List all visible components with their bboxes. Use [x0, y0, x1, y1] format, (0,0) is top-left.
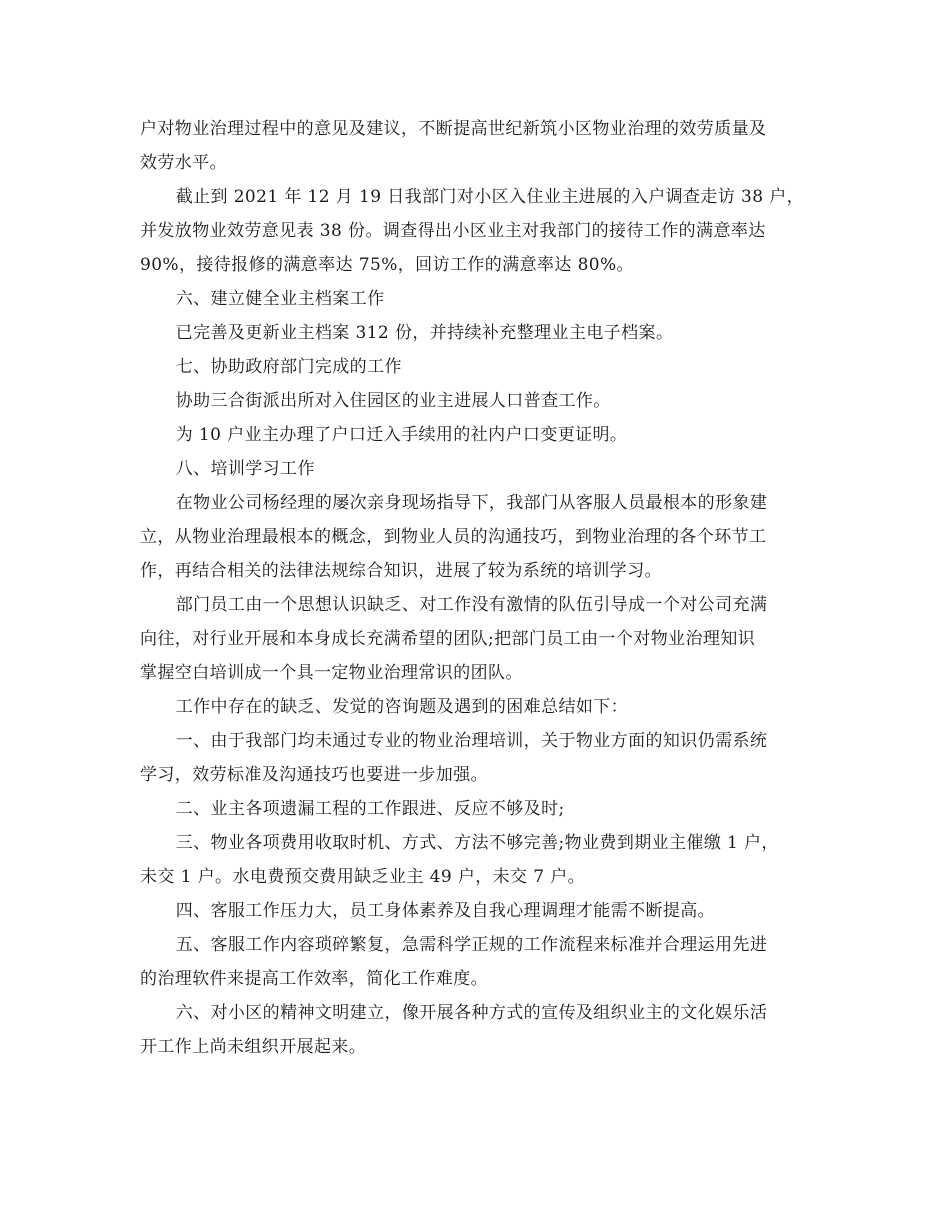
paragraph	[140, 316, 820, 350]
text-line: 七、协助政府部门完成的工作	[175, 357, 402, 377]
text-line: 已完善及更新业主档案 312 份，并持续补充整理业主电子档案。	[175, 323, 674, 343]
paragraph	[140, 724, 820, 792]
text-line: 掌握空白培训成一个具一定物业治理常识的团队。	[140, 663, 523, 683]
text-line: 三、物业各项费用收取时机、方式、方法不够完善;物业费到期业主催缴 1 户，	[175, 833, 779, 853]
text-line: 的治理软件来提高工作效率，简化工作难度。	[140, 969, 488, 989]
text-line: 六、建立健全业主档案工作	[175, 289, 385, 309]
text-line: 向往，对行业开展和本身成长充满希望的团队;把部门员工由一个对物业治理知识	[140, 629, 756, 649]
text-line: 截止到 2021 年 12 月 19 日我部门对小区入住业主进展的入户调查走访 38 户，	[175, 187, 805, 207]
text-line: 二、业主各项遗漏工程的工作跟进、反应不够及时;	[175, 799, 565, 819]
paragraph	[140, 826, 820, 894]
paragraph	[140, 180, 820, 282]
paragraph	[140, 996, 820, 1064]
text-line: 四、客服工作压力大，员工身体素养及自我心理调理才能需不断提高。	[175, 901, 716, 921]
text-line: 学习，效劳标准及沟通技巧也要进一步加强。	[140, 765, 488, 785]
paragraph	[140, 894, 820, 928]
text-line: 协助三合街派出所对入住园区的业主进展人口普查工作。	[175, 391, 611, 411]
paragraph	[140, 690, 820, 724]
paragraph	[140, 350, 820, 384]
text-line: 立，从物业治理最根本的概念，到物业人员的沟通技巧，到物业治理的各个环节工	[140, 527, 767, 547]
paragraph	[140, 282, 820, 316]
text-line: 90%，接待报修的满意率达 75%，回访工作的满意率达 80%。	[140, 255, 634, 275]
paragraph	[140, 486, 820, 588]
paragraph	[140, 384, 820, 418]
text-line: 工作中存在的缺乏、发觉的咨询题及遇到的困难总结如下：	[175, 697, 629, 717]
text-line: 为 10 户业主办理了户口迁入手续用的社内户口变更证明。	[175, 425, 628, 445]
document-body	[140, 112, 820, 1064]
paragraph	[140, 588, 820, 690]
text-line: 效劳水平。	[140, 153, 227, 173]
text-line: 未交 1 户。水电费预交费用缺乏业主 49 户，未交 7 户。	[140, 867, 586, 887]
text-line: 作，再结合相关的法律法规综合知识，进展了较为系统的培训学习。	[140, 561, 662, 581]
text-line: 并发放物业效劳意见表 38 份。调查得出小区业主对我部门的接待工作的满意率达	[140, 221, 766, 241]
text-line: 六、对小区的精神文明建立，像开展各种方式的宣传及组织业主的文化娱乐活	[175, 1003, 768, 1023]
paragraph	[140, 792, 820, 826]
paragraph	[140, 418, 820, 452]
text-line: 五、客服工作内容琐碎繁复，急需科学正规的工作流程来标准并合理运用先进	[175, 935, 768, 955]
text-line: 在物业公司杨经理的屡次亲身现场指导下，我部门从客服人员最根本的形象建	[175, 493, 768, 513]
text-line: 一、由于我部门均未通过专业的物业治理培训，关于物业方面的知识仍需系统	[175, 731, 768, 751]
text-line: 户对物业治理过程中的意见及建议，不断提高世纪新筑小区物业治理的效劳质量及	[140, 119, 767, 139]
paragraph	[140, 928, 820, 996]
paragraph	[140, 452, 820, 486]
paragraph	[140, 112, 820, 180]
text-line: 部门员工由一个思想认识缺乏、对工作没有激情的队伍引导成一个对公司充满	[175, 595, 768, 615]
text-line: 八、培训学习工作	[175, 459, 315, 479]
text-line: 开工作上尚未组织开展起来。	[140, 1037, 367, 1057]
